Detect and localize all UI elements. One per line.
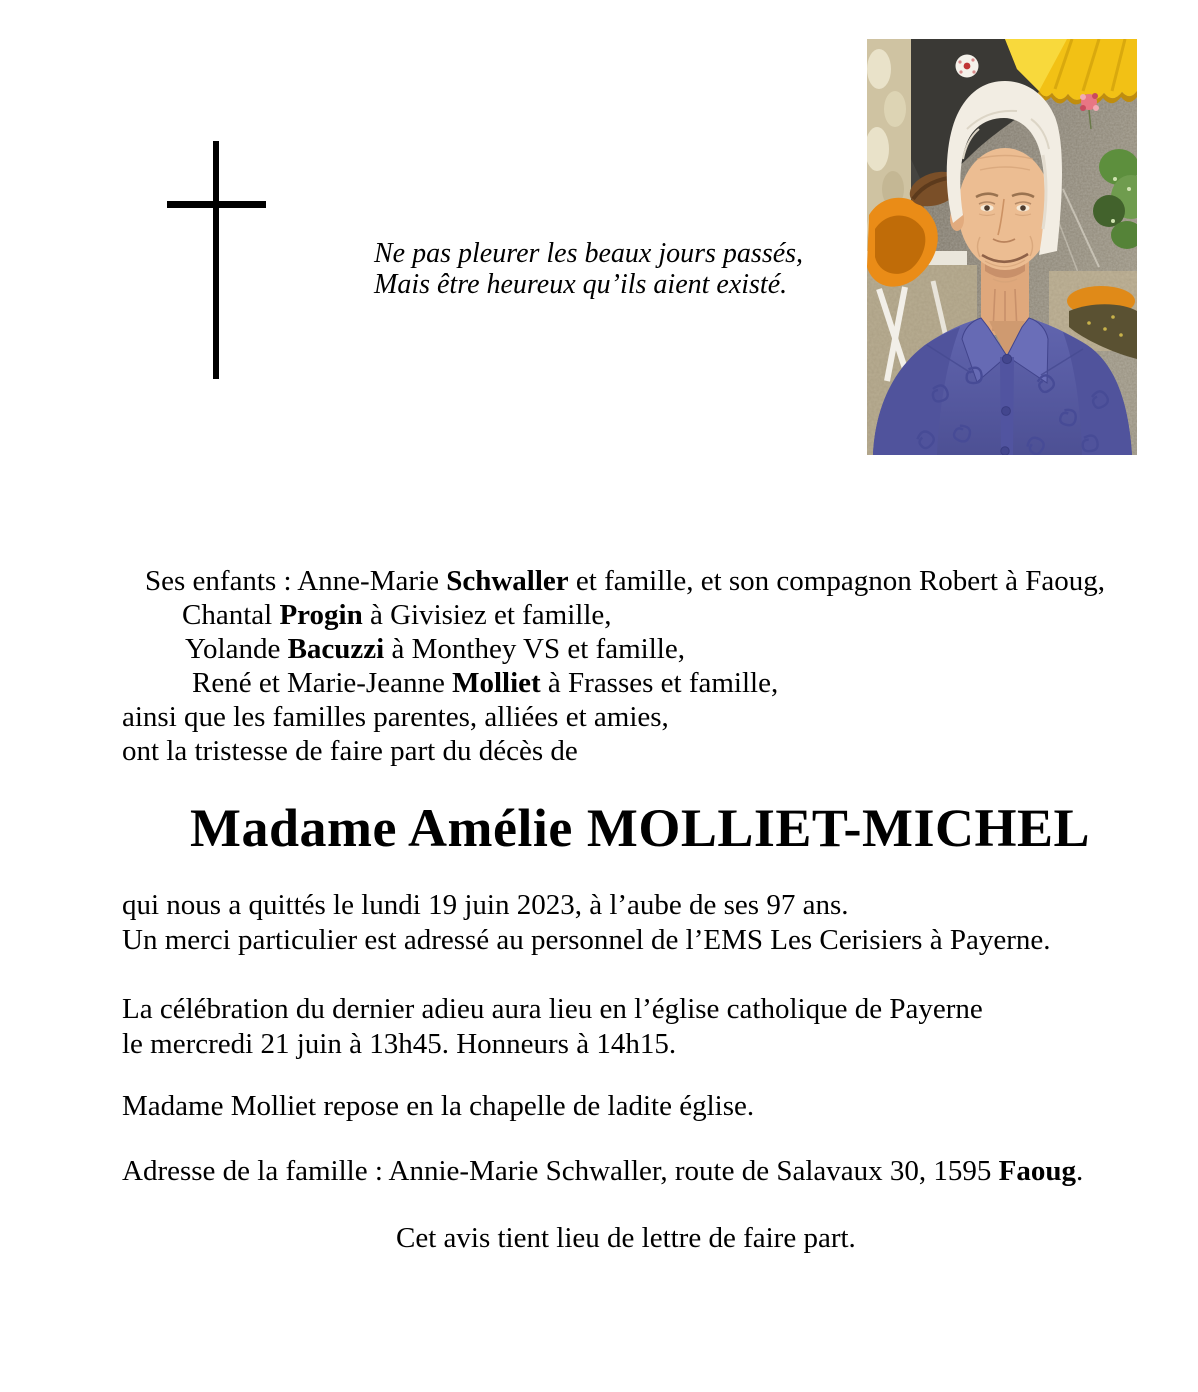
ceremony-line-2: le mercredi 21 juin à 13h45. Honneurs à 14h15. [122,1028,677,1060]
portrait-photo [867,39,1137,455]
deceased-name-title: Madame Amélie MOLLIET-MICHEL [190,798,1090,858]
family-line-2: Chantal Progin à Givisiez et famille, [182,599,612,631]
death-line-2: Un merci particulier est adressé au personnel de l’EMS Les Cerisiers à Payerne. [122,924,1051,956]
quote-line-1: Ne pas pleurer les beaux jours passés, [374,238,804,269]
ceremony-details [122,992,983,1062]
ceremony-line-1: La célébration du dernier adieu aura lieu en l’église catholique de Payerne [122,993,983,1025]
death-line-1: qui nous a quittés le lundi 19 juin 2023, à l’aube de ses 97 ans. [122,889,849,921]
family-line-1: Ses enfants : Anne-Marie Schwaller et famille, et son compagnon Robert à Faoug, [145,565,1106,597]
family-address: Adresse de la famille : Annie-Marie Schwaller, route de Salavaux 30, 1595 Faoug. [122,1155,1084,1187]
family-line-5: ainsi que les familles parentes, alliées et amies, [122,701,669,733]
family-announcement [122,564,1105,768]
portrait-photo-illustration [867,39,1137,455]
death-details [122,888,1050,958]
cross-vertical-bar [213,141,219,379]
quote-line-2: Mais être heureux qu’ils aient existé. [374,269,788,300]
cross-horizontal-bar [167,201,266,208]
family-line-3: Yolande Bacuzzi à Monthey VS et famille, [185,633,685,665]
repose-note: Madame Molliet repose en la chapelle de ladite église. [122,1090,755,1122]
family-line-6: ont la tristesse de faire part du décès de [122,735,578,767]
family-line-4: René et Marie-Jeanne Molliet à Frasses et famille, [192,667,779,699]
epitaph-quote [374,238,803,300]
closing-note: Cet avis tient lieu de lettre de faire part. [396,1222,856,1254]
